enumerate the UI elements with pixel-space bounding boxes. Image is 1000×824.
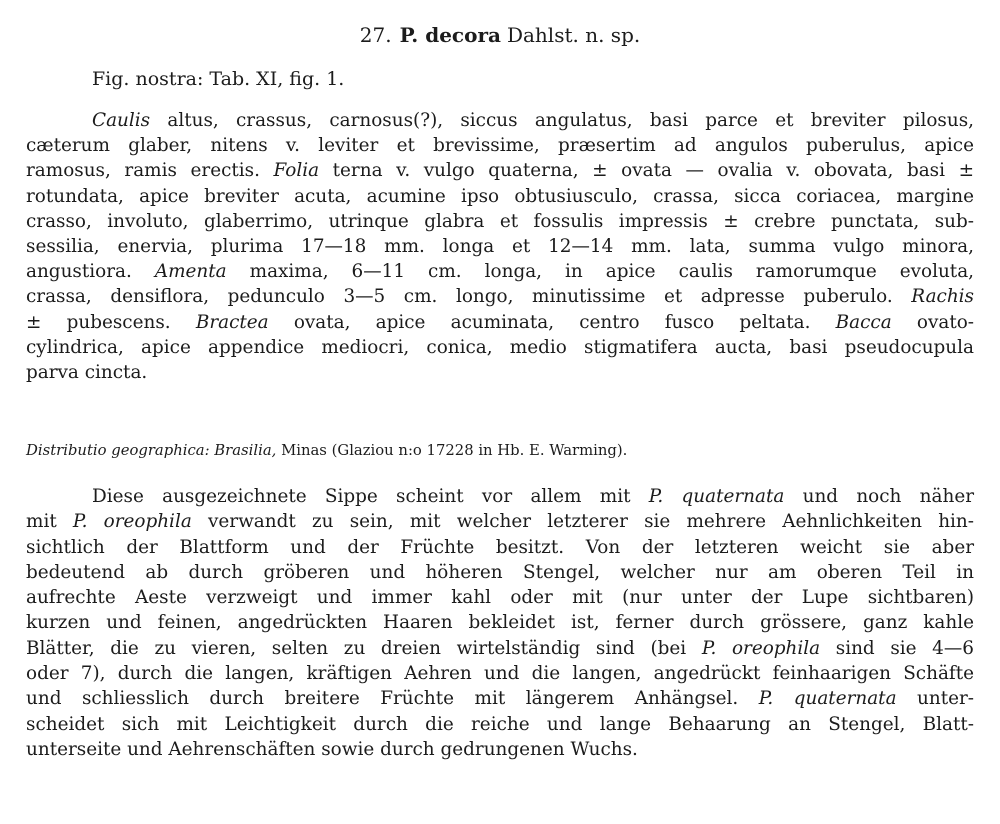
german-commentary [26,484,974,762]
text-run: verwandt zu sein, mit welcher letzterer sie mehrere Aehnlichkeiten hin- [191,511,974,533]
text-line [26,284,974,309]
italic-term: Amenta [154,261,227,283]
text-run: sind sie 4—6 [820,637,974,659]
species-number: 27. [359,23,392,47]
italic-term: P. quaternata [758,688,897,710]
text-run: oder 7), durch die langen, kräftigen Aehren und die langen, angedrückt feinhaarigen Schäfte [26,663,974,685]
text-run: und noch näher [784,486,974,507]
text-line [26,259,974,284]
text-line [26,509,974,534]
italic-term: Distributio geographica: Brasilia, [26,442,277,459]
text-run: ramosus, ramis erectis. [26,160,274,182]
italic-term: Folia [273,160,320,182]
text-line [26,234,974,259]
text-run: angustiora. [26,261,155,283]
text-run: altus, crassus, carnosus(?), siccus angulatus, basi parce et breviter pilosus, [150,110,974,131]
text-line [26,184,974,209]
text-line [26,360,974,385]
text-run: und schliesslich durch breitere Früchte mit längerem Anhängsel. [26,688,759,710]
text-run: unterseite und Aehrenschäften sowie durch gedrungenen Wuchs. [26,738,638,760]
text-run: terna v. vulgo quaterna, ± ovata — ovalia v. obovata, basi ± [319,160,974,182]
species-author: Dahlst. n. sp. [506,23,641,47]
text-line [26,610,974,635]
text-line [26,686,974,711]
text-line [26,585,974,610]
text-run: sichtlich der Blattform und der Früchte besitzt. Von der letzteren weicht sie aber [26,536,974,558]
species-name: P. decora [399,23,501,47]
text-line [26,484,974,509]
text-run: rotundata, apice breviter acuta, acumine ipso obtusiusculo, crassa, sicca coriacea, margine [26,185,974,207]
text-run: Diese ausgezeichnete Sippe scheint vor allem mit [92,486,649,507]
text-run: crassa, densiflora, pedunculo 3—5 cm. longo, minutissime et adpresse puberulo. [26,286,912,308]
italic-term: Caulis [92,110,151,131]
text-run: crasso, involuto, glaberrimo, utrinque glabra et fossulis impressis ± crebre punctata, sub- [26,210,974,232]
species-heading [26,22,974,48]
distribution-line [26,440,974,462]
text-line [26,535,974,560]
italic-term: P. oreophila [701,637,821,659]
italic-term: P. quaternata [648,486,785,507]
text-run: cæterum glaber, nitens v. leviter et brevissime, præsertim ad angulos puberulus, apice [26,135,974,157]
text-run: ± pubescens. [26,311,196,333]
figure-reference: Fig. nostra: Tab. XI, fig. 1. [92,68,345,90]
text-run: ovata, apice acuminata, centro fusco peltata. [268,311,836,333]
italic-term: Rachis [911,286,974,308]
text-line [26,737,974,762]
text-run: scheidet sich mit Leichtigkeit durch die reiche und lange Behaarung an Stengel, Blatt- [26,713,974,735]
text-run: sessilia, enervia, plurima 17—18 mm. longa et 12—14 mm. lata, summa vulgo minora, [26,235,974,257]
italic-term: Bacca [835,311,892,333]
text-line [26,335,974,360]
text-run: cylindrica, apice appendice mediocri, conica, medio stigmatifera aucta, basi pseudocupula [26,336,974,358]
text-run: Minas (Glaziou n:o 17228 in Hb. E. Warming). [276,442,628,459]
text-line [26,661,974,686]
text-run: Blätter, die zu vieren, selten zu dreien wirtelständig sind (bei [26,637,702,659]
italic-term: P. oreophila [72,511,192,533]
text-run: aufrechte Aeste verzweigt und immer kahl oder mit (nur unter der Lupe sichtbaren) [26,587,974,609]
text-run: ovato- [891,311,974,333]
latin-description [26,108,974,385]
text-line [26,712,974,737]
text-run: bedeutend ab durch gröberen und höheren Stengel, welcher nur am oberen Teil in [26,561,974,583]
text-run: unter- [896,688,974,710]
text-line [26,560,974,585]
text-line [26,108,974,133]
text-line [26,209,974,234]
text-run: parva cincta. [26,361,148,383]
text-line [26,636,974,661]
italic-term: Bractea [195,311,269,333]
text-run: mit [26,511,73,533]
text-run: kurzen und feinen, angedrückten Haaren bekleidet ist, ferner durch grössere, ganz kahle [26,612,974,634]
text-line [26,158,974,183]
text-line [26,310,974,335]
text-line [26,133,974,158]
text-run: maxima, 6—11 cm. longa, in apice caulis ramorumque evoluta, [226,261,975,283]
